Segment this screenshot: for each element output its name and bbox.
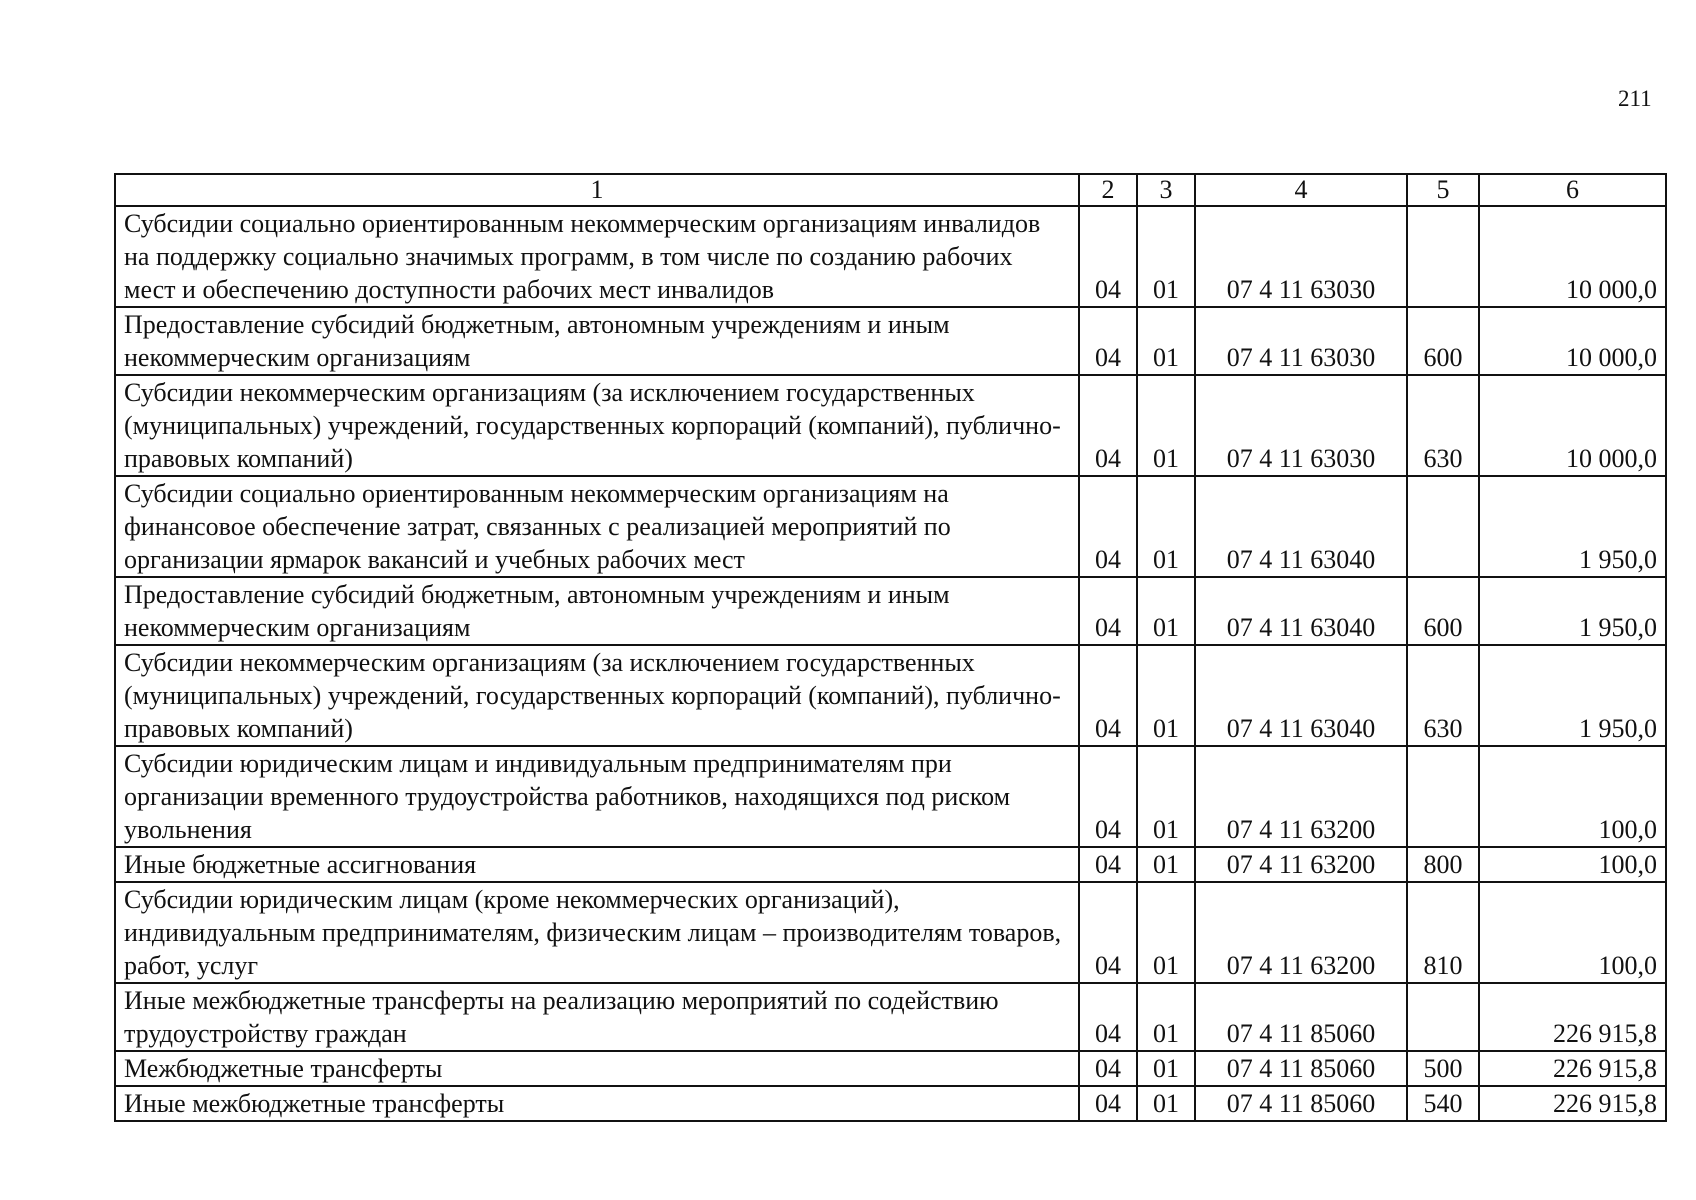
row-code: 07 4 11 63040 (1195, 476, 1407, 577)
row-kind: 600 (1407, 307, 1479, 375)
column-header: 6 (1479, 174, 1666, 206)
row-section: 04 (1079, 882, 1137, 983)
row-amount: 1 950,0 (1479, 476, 1666, 577)
table-row (115, 882, 1666, 983)
column-header: 3 (1137, 174, 1195, 206)
table-row (115, 983, 1666, 1051)
row-name: Субсидии некоммерческим организациям (за исключением государственных (муниципальных) учреждений, государственных корпораций (компаний), публично-правовых компаний) (115, 645, 1079, 746)
row-name: Субсидии социально ориентированным некоммерческим организациям на финансовое обеспечение затрат, связанных с реализацией мероприятий по организации ярмарок вакансий и учебных рабочих мест (115, 476, 1079, 577)
row-name: Иные межбюджетные трансферты (115, 1086, 1079, 1121)
row-amount: 1 950,0 (1479, 577, 1666, 645)
row-kind: 810 (1407, 882, 1479, 983)
row-section: 04 (1079, 1051, 1137, 1086)
page-number: 211 (1618, 86, 1652, 111)
row-section: 04 (1079, 375, 1137, 476)
column-header: 1 (115, 174, 1079, 206)
column-header: 2 (1079, 174, 1137, 206)
row-name: Иные межбюджетные трансферты на реализацию мероприятий по содействию трудоустройству граждан (115, 983, 1079, 1051)
row-name: Предоставление субсидий бюджетным, автономным учреждениям и иным некоммерческим организациям (115, 307, 1079, 375)
row-subsection: 01 (1137, 577, 1195, 645)
row-code: 07 4 11 63030 (1195, 307, 1407, 375)
row-code: 07 4 11 63200 (1195, 847, 1407, 882)
table-header (115, 174, 1666, 206)
row-section: 04 (1079, 1086, 1137, 1121)
row-code: 07 4 11 85060 (1195, 983, 1407, 1051)
row-section: 04 (1079, 847, 1137, 882)
row-section: 04 (1079, 645, 1137, 746)
row-section: 04 (1079, 307, 1137, 375)
table-row (115, 307, 1666, 375)
row-subsection: 01 (1137, 882, 1195, 983)
table-row (115, 1086, 1666, 1121)
row-name: Субсидии юридическим лицам (кроме некоммерческих организаций), индивидуальным предпринимателям, физическим лицам – производителям товаров, работ, услуг (115, 882, 1079, 983)
row-amount: 1 950,0 (1479, 645, 1666, 746)
row-code: 07 4 11 63040 (1195, 577, 1407, 645)
table-row (115, 847, 1666, 882)
row-subsection: 01 (1137, 645, 1195, 746)
row-amount: 100,0 (1479, 847, 1666, 882)
row-subsection: 01 (1137, 746, 1195, 847)
row-kind: 800 (1407, 847, 1479, 882)
row-name: Предоставление субсидий бюджетным, автономным учреждениям и иным некоммерческим организациям (115, 577, 1079, 645)
row-subsection: 01 (1137, 983, 1195, 1051)
row-code: 07 4 11 63200 (1195, 746, 1407, 847)
table-row (115, 1051, 1666, 1086)
row-kind: 600 (1407, 577, 1479, 645)
column-header: 4 (1195, 174, 1407, 206)
row-section: 04 (1079, 746, 1137, 847)
table-row (115, 476, 1666, 577)
row-amount: 100,0 (1479, 746, 1666, 847)
row-subsection: 01 (1137, 206, 1195, 307)
row-name: Субсидии социально ориентированным некоммерческим организациям инвалидов на поддержку социально значимых программ, в том числе по созданию рабочих мест и обеспечению доступности рабочих мест инвалидов (115, 206, 1079, 307)
row-kind (1407, 476, 1479, 577)
row-kind (1407, 746, 1479, 847)
row-code: 07 4 11 85060 (1195, 1086, 1407, 1121)
row-name: Субсидии некоммерческим организациям (за исключением государственных (муниципальных) учреждений, государственных корпораций (компаний), публично-правовых компаний) (115, 375, 1079, 476)
row-kind: 630 (1407, 375, 1479, 476)
row-name: Межбюджетные трансферты (115, 1051, 1079, 1086)
row-code: 07 4 11 63200 (1195, 882, 1407, 983)
row-kind: 630 (1407, 645, 1479, 746)
row-name: Субсидии юридическим лицам и индивидуальным предпринимателям при организации временного трудоустройства работников, находящихся под риском увольнения (115, 746, 1079, 847)
row-code: 07 4 11 63030 (1195, 206, 1407, 307)
row-subsection: 01 (1137, 847, 1195, 882)
row-section: 04 (1079, 206, 1137, 307)
row-amount: 226 915,8 (1479, 1051, 1666, 1086)
row-subsection: 01 (1137, 476, 1195, 577)
row-name: Иные бюджетные ассигнования (115, 847, 1079, 882)
row-kind: 540 (1407, 1086, 1479, 1121)
table-row (115, 375, 1666, 476)
budget-table (114, 173, 1667, 1122)
header-row (115, 174, 1666, 206)
row-amount: 10 000,0 (1479, 307, 1666, 375)
row-kind: 500 (1407, 1051, 1479, 1086)
row-code: 07 4 11 63040 (1195, 645, 1407, 746)
row-subsection: 01 (1137, 307, 1195, 375)
row-section: 04 (1079, 476, 1137, 577)
row-section: 04 (1079, 577, 1137, 645)
row-subsection: 01 (1137, 1086, 1195, 1121)
row-amount: 226 915,8 (1479, 1086, 1666, 1121)
column-header: 5 (1407, 174, 1479, 206)
table-row (115, 746, 1666, 847)
row-code: 07 4 11 63030 (1195, 375, 1407, 476)
table-body (115, 206, 1666, 1121)
row-subsection: 01 (1137, 1051, 1195, 1086)
row-kind (1407, 983, 1479, 1051)
table-row (115, 206, 1666, 307)
row-amount: 100,0 (1479, 882, 1666, 983)
row-subsection: 01 (1137, 375, 1195, 476)
table-row (115, 645, 1666, 746)
table-row (115, 577, 1666, 645)
row-amount: 10 000,0 (1479, 206, 1666, 307)
row-amount: 226 915,8 (1479, 983, 1666, 1051)
row-kind (1407, 206, 1479, 307)
row-section: 04 (1079, 983, 1137, 1051)
row-code: 07 4 11 85060 (1195, 1051, 1407, 1086)
row-amount: 10 000,0 (1479, 375, 1666, 476)
